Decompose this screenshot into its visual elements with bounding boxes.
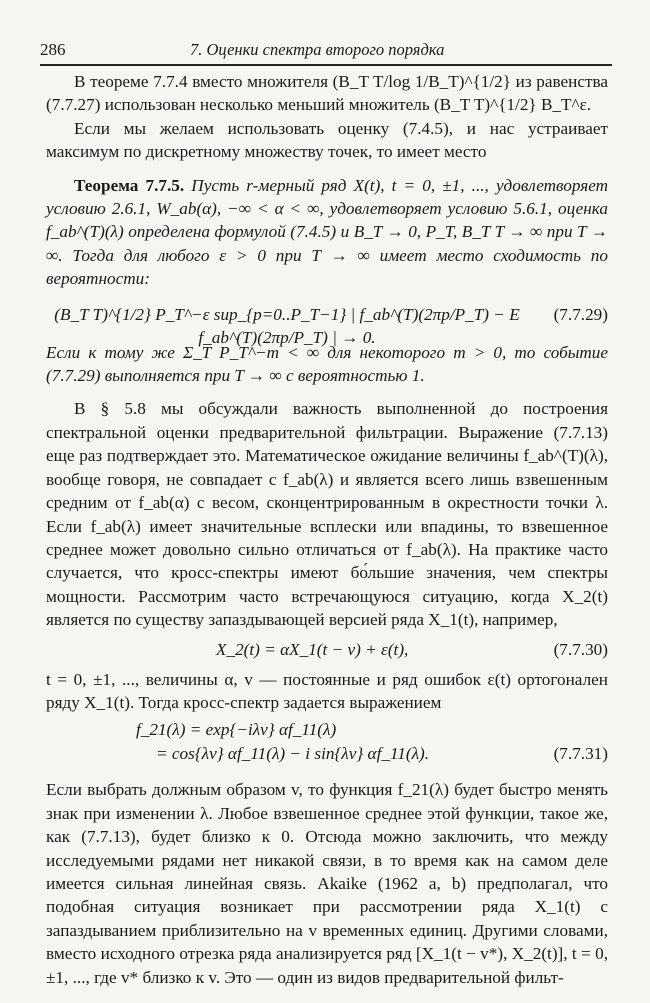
paragraph: Если мы желаем использовать оценку (7.4.5), и нас устраивает максимум по дискретному множеству точек, то имеет место xyxy=(46,118,608,162)
theorem xyxy=(46,174,608,291)
paragraph: В теореме 7.7.4 вместо множителя (B_T T/log 1/B_T)^{1/2} из равенства (7.7.27) использован несколько меньший множитель (B_T T)^{1/2} B_T^ε. xyxy=(46,72,608,115)
running-header xyxy=(40,38,612,62)
equation-number: (7.7.31) xyxy=(553,744,608,764)
equation-7-7-29 xyxy=(46,291,608,348)
chapter-title: 7. Оценки спектра второго порядка xyxy=(190,40,445,59)
theorem-tail: Если к тому же Σ_T P_T^−m < ∞ для некоторого m > 0, то событие (7.7.29) выполняется при T → ∞ с вероятностью 1. xyxy=(46,342,608,386)
theorem-body: Пусть r-мерный ряд X(t), t = 0, ±1, ..., удовлетворяет условию 2.6.1, W_ab(α), −∞ < α < ∞, удовлетворяет условию 5.6.1, оценка f_ab^(T)(λ) определена формулой (7.4.5) и B_T → 0, P_T, B_T T → ∞ при T → ∞. Тогда для любого ε > 0 при T → ∞ имеет место сходимость по вероятности: xyxy=(46,175,609,289)
paragraph: В § 5.8 мы обсуждали важность выполненной до построения спектральной оценки предварительной фильтрации. Выражение (7.7.13) еще раз подтверждает это. Математическое ожидание величины f_ab^(T)(λ), вообще говоря, не совпадает с f_ab(λ) и является всего лишь взвешенным средним от f_ab(α) с весом, сконцентрированным в окрестности точки λ. Если f_ab(λ) имеет значительные всплески или впадины, то взвешенное среднее может довольно сильно отличаться от f_ab(λ). На практике часто случается, что кросс-спектры имеют бо́льшие значения, чем спектры мощности. Рассмотрим часто встречающуюся ситуацию, когда X_2(t) является по существу запаздывающей версией ряда X_1(t), например, xyxy=(46,399,608,630)
paragraph: t = 0, ±1, ..., величины α, v — постоянные и ряд ошибок ε(t) ортогонален ряду X_1(t). Тогда кросс-спектр задается выражением xyxy=(46,669,608,712)
equation-line: = cos{λv} αf_11(λ) − i sin{λv} αf_11(λ). xyxy=(156,744,430,764)
equation-number: (7.7.29) xyxy=(553,304,608,324)
theorem-label: Теорема 7.7.5. xyxy=(74,175,185,195)
equation-number: (7.7.30) xyxy=(553,639,608,659)
equation-formula: (B_T T)^{1/2} P_T^−ε sup_{p=0..P_T−1} | f_ab^(T)(2πp/P_T) − E f_ab^(T)(2πp/P_T) | → 0. xyxy=(54,304,520,348)
equation-formula: X_2(t) = αX_1(t − v) + ε(t), xyxy=(216,639,409,659)
equation-7-7-31 xyxy=(46,714,608,768)
paragraph: Если выбрать должным образом v, то функция f_21(λ) будет быстро менять знак при изменении λ. Любое взвешенное среднее этой функции, такое же, как (7.7.13), будет близко к 0. Отсюда можно заключить, что между исследуемыми рядами нет никакой связи, в то время как на самом деле имеется сильная линейная связь. Akaike (1962 a, b) предполагал, что подобная ситуация возникает при рассмотрении ряда X_1(t) с запаздыванием приблизительно на v временных единиц. Другими словами, вместо исходного отрезка ряда анализируется ряд [X_1(t − v*), X_2(t)], t = 0, ±1, ..., где v* близко к v. Это — один из видов предварительной фильт- xyxy=(46,780,608,987)
page-number: 286 xyxy=(40,40,66,59)
header-rule xyxy=(40,64,612,66)
body-text xyxy=(46,70,608,989)
equation-line: f_21(λ) = exp{−iλv} αf_11(λ) xyxy=(136,720,337,740)
equation-7-7-30 xyxy=(46,632,608,668)
